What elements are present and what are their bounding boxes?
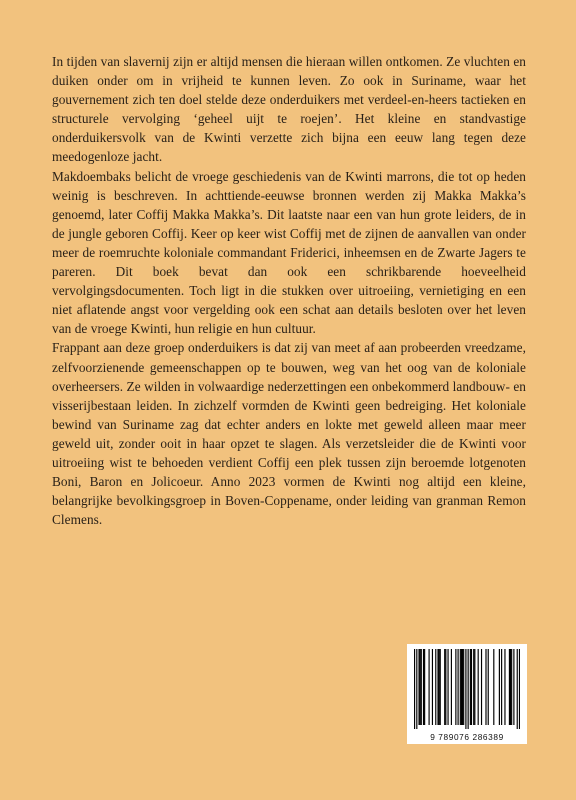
barcode-bar (470, 649, 471, 725)
barcode-bar (478, 649, 479, 725)
barcode-bar (509, 649, 510, 725)
barcode-bar (444, 649, 445, 725)
isbn-digits: 9 789076 286389 (430, 732, 504, 742)
barcode-bar (471, 649, 472, 725)
barcode-bar (465, 649, 466, 729)
blurb-paragraph-3: Frappant aan deze groep onderduikers is dat zij van meet af aan probeerden vreedzame, zelfvoorzienende gemeenschappen op te bouwen, weg van het oog van de koloniale overheersers. Ze wilden in volwaardige nederzettingen een onbekommerd landbouw- en visserijbestaan leiden. In zichzelf vormden de Kwinti geen bedreiging. Het koloniale bewind van Suriname zag dat echter anders en lokte met geweld alleen maar meer geweld uit, zonder ooit in haar opzet te slagen. Als verzetsleider die de Kwinti voor uitroeiing wist te behoeden verdient Coffij een plek tussen zijn beroemde lotgenoten Boni, Baron en Jolicoeur. Anno 2023 vormen de Kwinti nog altijd een kleine, belangrijke bevolkingsgroep in Boven-Coppename, onder leiding van granman Remon Clemens. (52, 340, 526, 528)
barcode-bar (474, 649, 475, 725)
barcode-bar (510, 649, 511, 725)
barcode-bar (511, 649, 512, 725)
barcode-bar (424, 649, 425, 725)
barcode-bar (458, 649, 459, 725)
barcode-bar (416, 649, 417, 729)
barcode-bar (519, 649, 520, 729)
barcode-bar (468, 649, 469, 729)
barcode-bar (439, 649, 440, 725)
blurb-paragraph-1: In tijden van slavernij zijn er altijd mensen die hieraan willen ontkomen. Ze vluchten en duiken onder om in vrijheid te kunnen leven. Zo ook in Suriname, waar het gouvernement zich ten doel stelde deze onderduikers met verdeel-en-heers tactieken en structurele vervolging ‘geheel uijt te roejen’. Het kleine en standvastige onderduikersvolk van de Kwinti verzette zich bijna een eeuw lang tegen deze meedogenloze jacht. (52, 54, 526, 165)
barcode-bar (493, 649, 494, 725)
barcode-bar (429, 649, 430, 725)
barcode-bar (418, 649, 419, 725)
barcode-bar (432, 649, 433, 725)
barcode-bar (499, 649, 500, 725)
barcode-bar (517, 649, 518, 729)
barcode-bar (455, 649, 456, 725)
barcode-bar (420, 649, 421, 725)
barcode-bar (421, 649, 422, 725)
barcode-bar (504, 649, 505, 725)
barcode-bar (445, 649, 446, 725)
blurb-paragraph-2: Makdoembaks belicht de vroege geschiedenis van de Kwinti marrons, die tot op heden weinig is beschreven. In achttiende-eeuwse bronnen werden zij Makka Makka’s genoemd, later Coffij Makka Makka’s. Dit laatste naar een van hun grote leiders, de in de jungle geboren Coffij. Keer op keer wist Coffij met de zijnen de aanvallen van onder meer de roemruchte koloniale commandant Friderici, inheemsen en de Zwarte Jagers te pareren. Dit boek bevat dan ook een schrikbarende hoeveelheid vervolgingsdocumenten. Toch ligt in die stukken over uitroeiing, vernietiging en een niet aflatende angst voor vergelding ook een schat aan details besloten over het leven van de vroege Kwinti, hun religie en hun cultuur. (52, 168, 526, 337)
barcode-bar (435, 649, 436, 725)
isbn-barcode (407, 644, 527, 744)
barcode-bar (463, 649, 464, 725)
barcode-bar (473, 649, 474, 725)
barcode-bar (501, 649, 502, 725)
barcode-bar (414, 649, 415, 729)
barcode-bars (414, 649, 520, 729)
barcode-bar (437, 649, 438, 725)
barcode-bar (451, 649, 452, 725)
back-cover-blurb (52, 52, 526, 529)
barcode-bar (481, 649, 482, 725)
barcode-bar (447, 649, 448, 725)
barcode-bar (488, 649, 489, 725)
barcode-bar (461, 649, 462, 725)
barcode-bar (460, 649, 461, 725)
barcode-bar (423, 649, 424, 725)
barcode-bar (462, 649, 463, 725)
barcode-bar (440, 649, 441, 725)
barcode-bar (513, 649, 514, 725)
barcode-bar (485, 649, 486, 725)
